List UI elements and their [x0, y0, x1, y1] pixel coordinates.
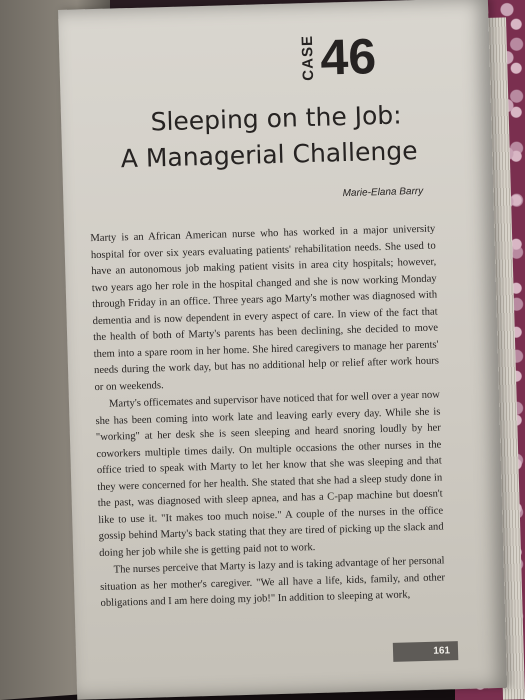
- case-number: 46: [319, 28, 377, 86]
- title-line-1: Sleeping on the Job:: [150, 100, 403, 137]
- page-number: 161: [393, 641, 458, 662]
- paragraph: Marty's officemates and supervisor have noticed that for well over a year now she has been coming into work late and leaving early every day. While she is "working" at her desk she is seen sleeping and heard snoring loudly by her coworkers multiple times daily. On multiple occasions the other nurses in the office tried to speak with Marty to let her know that she was sleeping and that they were concerned for her health. She stated that she had a sleep study done in the past, was diagnosed with sleep apnea, and has a C-pap machine but doesn't like to use it. "It makes too much noise." A couple of the nurses in the office gossip behind Marty's back stating that they are tired of picking up the slack and doing her job while she is getting paid not to work.: [95, 389, 444, 559]
- case-label: CASE: [298, 34, 318, 82]
- case-heading: [298, 28, 377, 86]
- title-line-2: A Managerial Challenge: [120, 136, 418, 174]
- body-text: [90, 222, 446, 614]
- author: Marie-Elana Barry: [342, 185, 424, 200]
- paragraph: The nurses perceive that Marty is lazy and is taking advantage of her personal situation as her mother's caregiver. "We all have a life, kids, family, and other obligations and I am here doing my job!" In addition to sleeping at work,: [99, 555, 446, 610]
- paragraph: Marty is an African American nurse who has worked in a major university hospital for over six years evaluating patients' rehabilitation needs. She used to have an autonomous job making patient visits in area city hospitals; however, two years ago her role in the hospital changed and she is now working Monday through Friday in an office. Three years ago Marty's mother was diagnosed with dementia and is now dependent in every aspect of care. In view of the fact that the health of both of Marty's parents has been declining, she decided to move them into a spare room in her home. She hired caregivers to manage her parents' needs during the work day, but has no additional help or relief after work hours or on weekends.: [90, 223, 440, 393]
- book-page: [58, 0, 507, 700]
